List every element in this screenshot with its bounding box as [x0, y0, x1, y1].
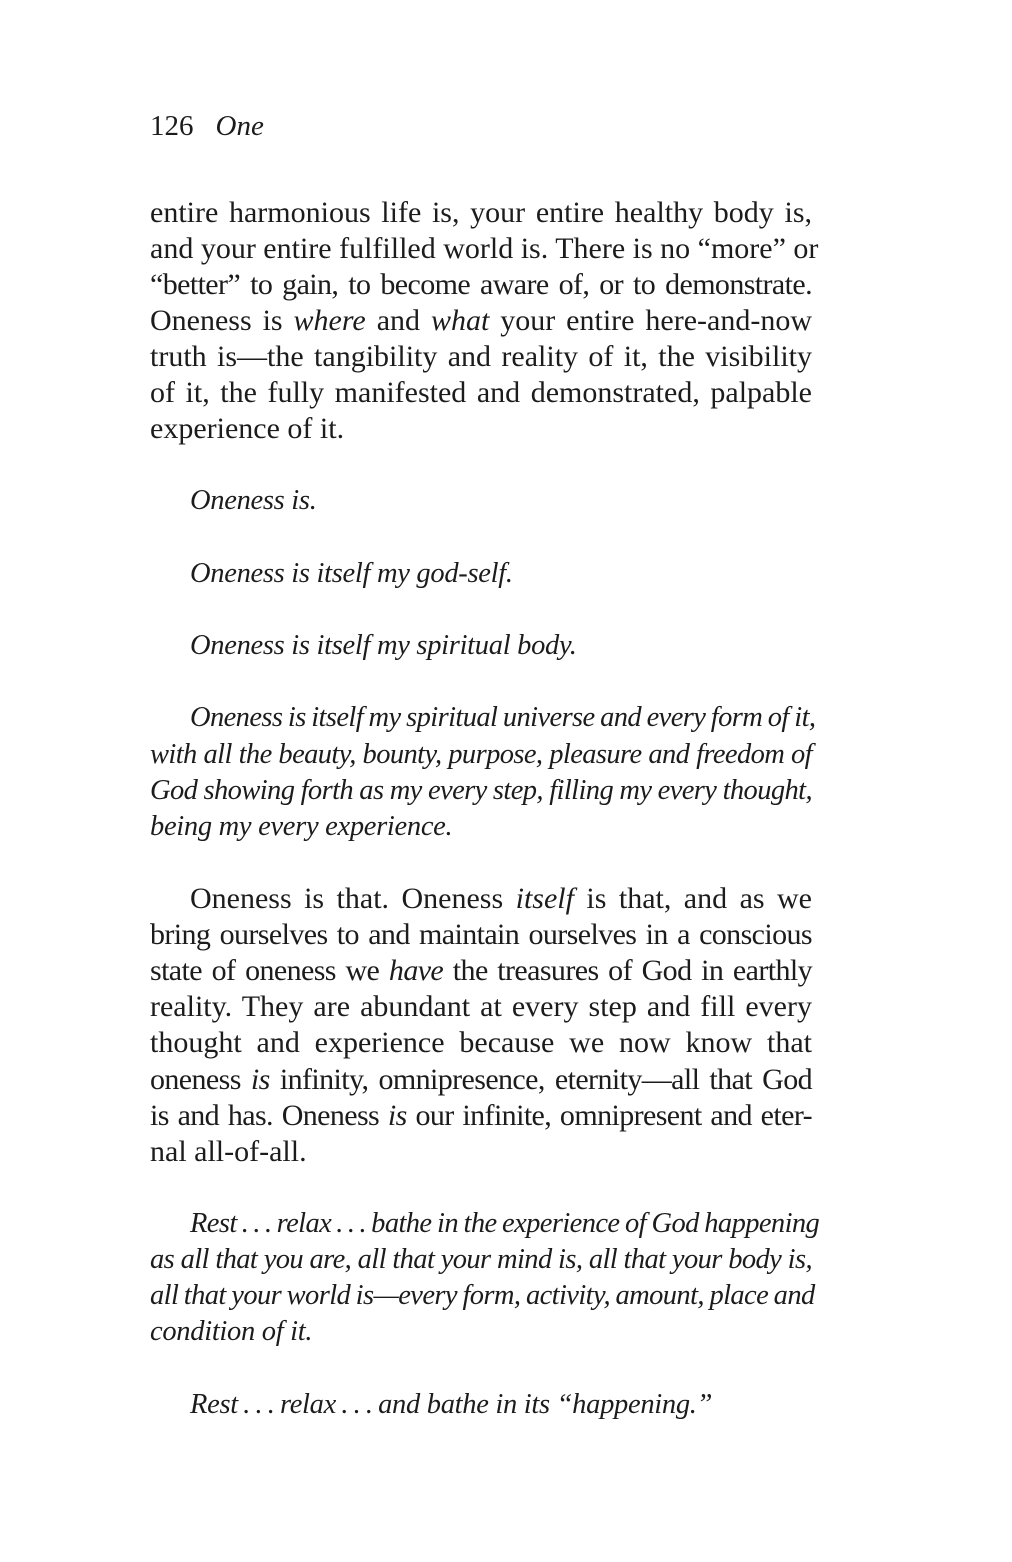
text-line: nal all-of-all. — [150, 1135, 307, 1168]
text-line: truth is—the tangibility and reality of it, the visibility — [150, 340, 812, 373]
text-line: as all that you are, all that your mind is, all that your body is, — [150, 1244, 812, 1275]
chapter-title: One — [215, 110, 264, 142]
text-line: all that your world is—every form, activity, amount, place and — [150, 1280, 815, 1311]
text-line — [150, 953, 812, 989]
text-line: Oneness is. — [190, 485, 317, 516]
emphasis: what — [430, 304, 490, 337]
text-run: Oneness is — [150, 304, 294, 337]
emphasis: itself — [515, 882, 574, 915]
text-line: experience of it. — [150, 412, 345, 445]
emphasis: is — [387, 1099, 407, 1132]
text-line: thought and experience because we now know that — [150, 1026, 812, 1059]
text-line: reality. They are abundant at every step and fill every — [150, 990, 812, 1023]
text-line: Rest . . . relax . . . bathe in the experience of God happening — [190, 1208, 820, 1239]
text-line: Oneness is itself my god-self. — [190, 558, 513, 589]
text-line: of it, the fully manifested and demonstrated, palpable — [150, 376, 812, 409]
text-line — [190, 881, 812, 917]
running-head — [150, 108, 264, 144]
text-line — [150, 303, 812, 339]
text-run: is that, and as we — [573, 882, 812, 915]
text-run: state of oneness we — [150, 954, 389, 987]
text-line — [150, 1062, 812, 1098]
text-line: Oneness is itself my spiritual body. — [190, 630, 577, 661]
text-line: Rest . . . relax . . . and bathe in its “happening.” — [190, 1389, 713, 1420]
text-run: infinity, omnipresence, eternity—all that God — [269, 1063, 813, 1096]
text-run: is and has. Oneness — [150, 1099, 388, 1132]
text-line: with all the beauty, bounty, purpose, pleasure and freedom of — [150, 739, 812, 770]
text-line: entire harmonious life is, your entire healthy body is, — [150, 196, 812, 229]
text-run: the treasures of God in earthly — [443, 954, 812, 987]
page-number: 126 — [150, 110, 194, 142]
emphasis: have — [388, 954, 444, 987]
emphasis: where — [293, 304, 366, 337]
text-line: being my every experience. — [150, 811, 453, 842]
text-line: and your entire fulfilled world is. There is no “more” or — [150, 232, 819, 265]
text-line — [150, 1098, 812, 1134]
text-run: and — [365, 304, 431, 337]
text-run: our infinite, omnipresent and eter- — [406, 1099, 813, 1132]
emphasis: is — [250, 1063, 270, 1096]
text-line: bring ourselves to and maintain ourselves in a conscious — [150, 918, 812, 951]
text-run: oneness — [150, 1063, 251, 1096]
text-line: God showing forth as my every step, filling my every thought, — [150, 775, 812, 806]
text-line: Oneness is itself my spiritual universe and every form of it, — [190, 702, 816, 733]
text-line: condition of it. — [150, 1316, 313, 1347]
text-line: “better” to gain, to become aware of, or to demonstrate. — [150, 268, 812, 301]
text-run: your entire here-and-now — [489, 304, 812, 337]
text-run: Oneness is that. Oneness — [190, 882, 516, 915]
